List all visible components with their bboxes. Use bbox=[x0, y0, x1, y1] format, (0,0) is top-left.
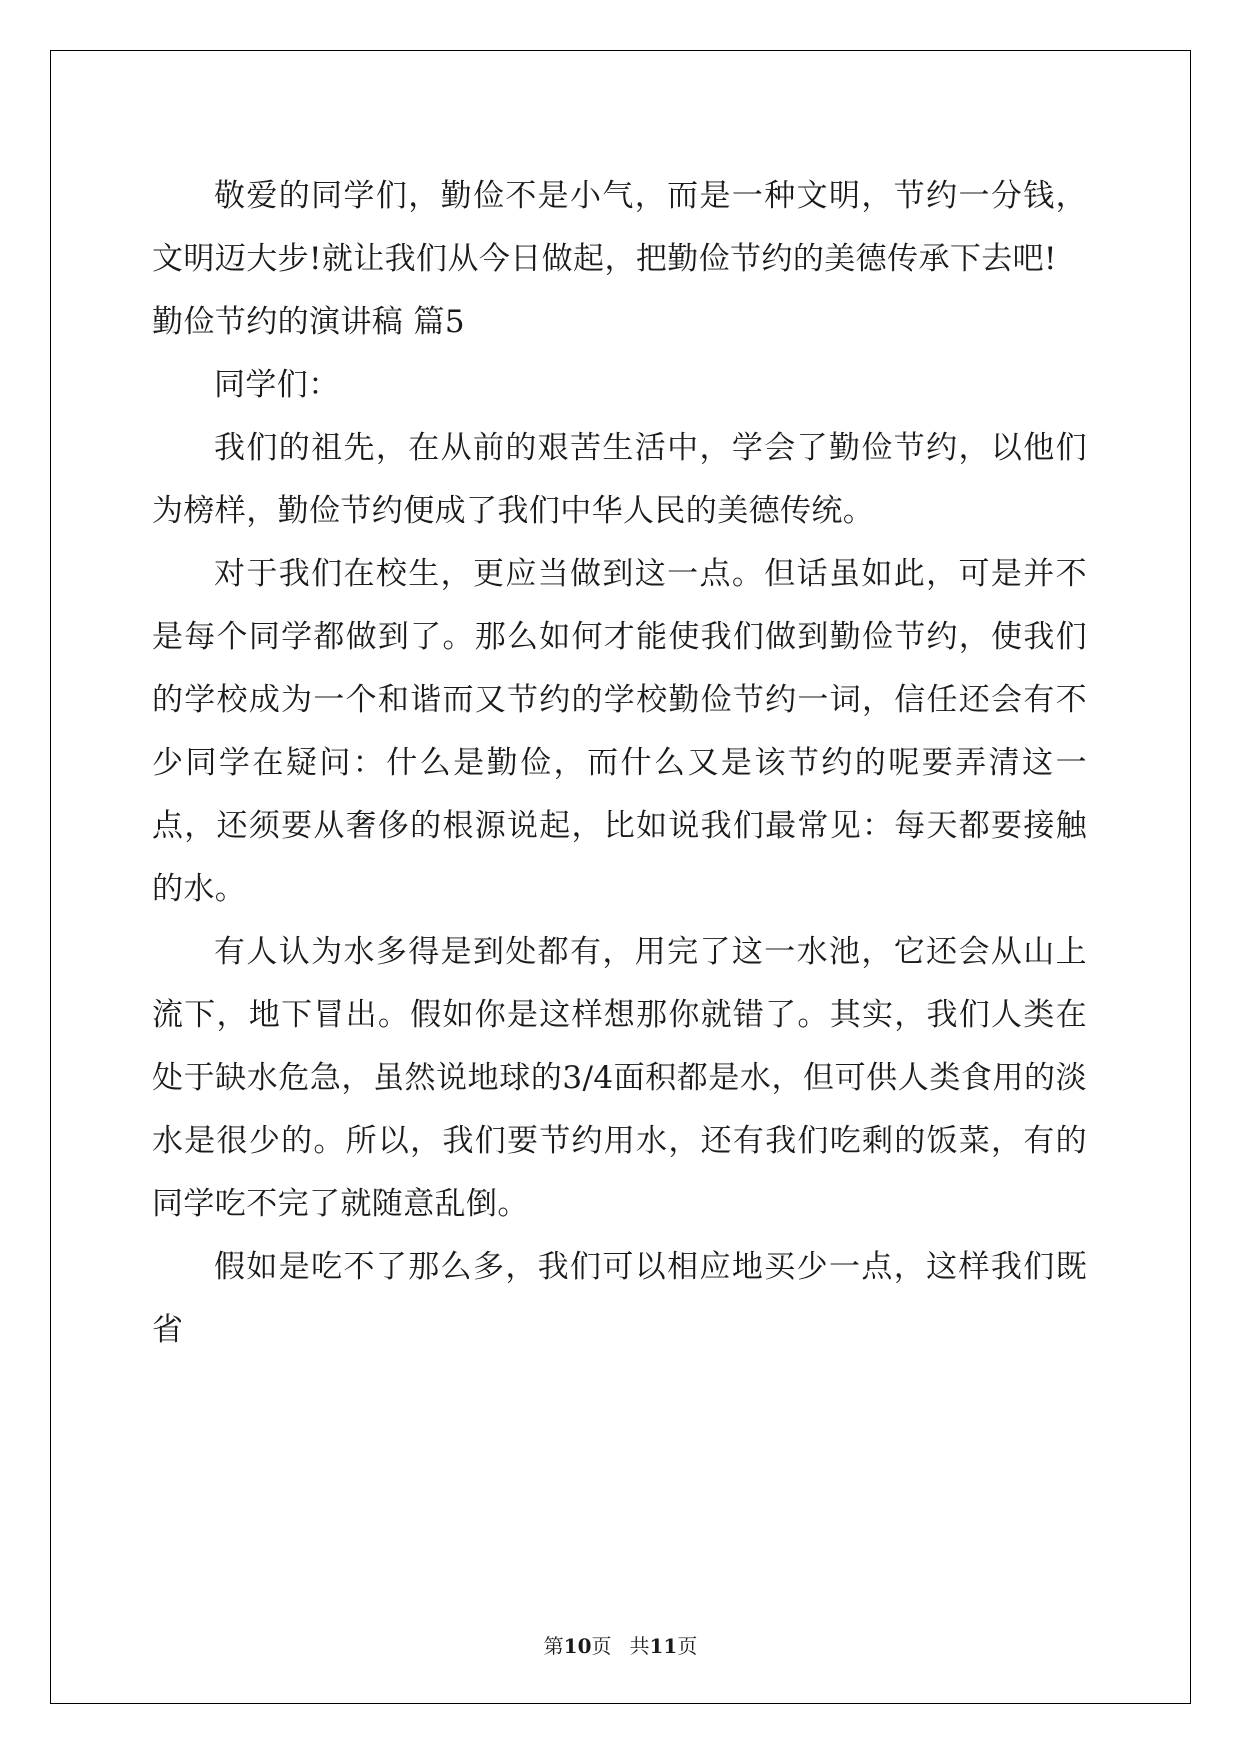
paragraph-5: 假如是吃不了那么多，我们可以相应地买少一点，这样我们既省 bbox=[152, 1249, 1087, 1348]
paragraph-4: 有人认为水多得是到处都有，用完了这一水池，它还会从山上流下，地下冒出。假如你是这样想那你就错了。其实，我们人类在处于缺水危急，虽然说地球的3/4面积都是水，但可供人类食用的淡水是很少的。所以，我们要节约用水，还有我们吃剩的饭菜，有的同学吃不完了就随意乱倒。 bbox=[152, 934, 1087, 1222]
page-footer bbox=[0, 1630, 1241, 1659]
paragraph-1: 敬爱的同学们，勤俭不是小气，而是一种文明，节约一分钱，文明迈大步!就让我们从今日做起，把勤俭节约的美德传承下去吧! bbox=[152, 178, 1087, 277]
footer-total-pages: 11 bbox=[649, 1634, 678, 1658]
footer-page-number: 10 bbox=[563, 1634, 592, 1658]
footer-total-suffix: 页 bbox=[677, 1634, 698, 1658]
footer-prefix: 第 bbox=[543, 1634, 564, 1658]
document-body bbox=[152, 165, 1087, 1362]
paragraph-3: 对于我们在校生，更应当做到这一点。但话虽如此，可是并不是每个同学都做到了。那么如何才能使我们做到勤俭节约，使我们的学校成为一个和谐而又节约的学校勤俭节约一词，信任还会有不少同学在疑问：什么是勤俭，而什么又是该节约的呢要弄清这一点，还须要从奢侈的根源说起，比如说我们最常见：每天都要接触的水。 bbox=[152, 556, 1087, 907]
section-heading: 勤俭节约的演讲稿 篇5 bbox=[152, 304, 465, 340]
footer-page-suffix: 页 bbox=[591, 1634, 612, 1658]
paragraph-2: 我们的祖先，在从前的艰苦生活中，学会了勤俭节约，以他们为榜样，勤俭节约便成了我们中华人民的美德传统。 bbox=[152, 430, 1087, 529]
salutation: 同学们： bbox=[214, 367, 340, 403]
footer-total-prefix: 共 bbox=[629, 1634, 650, 1658]
